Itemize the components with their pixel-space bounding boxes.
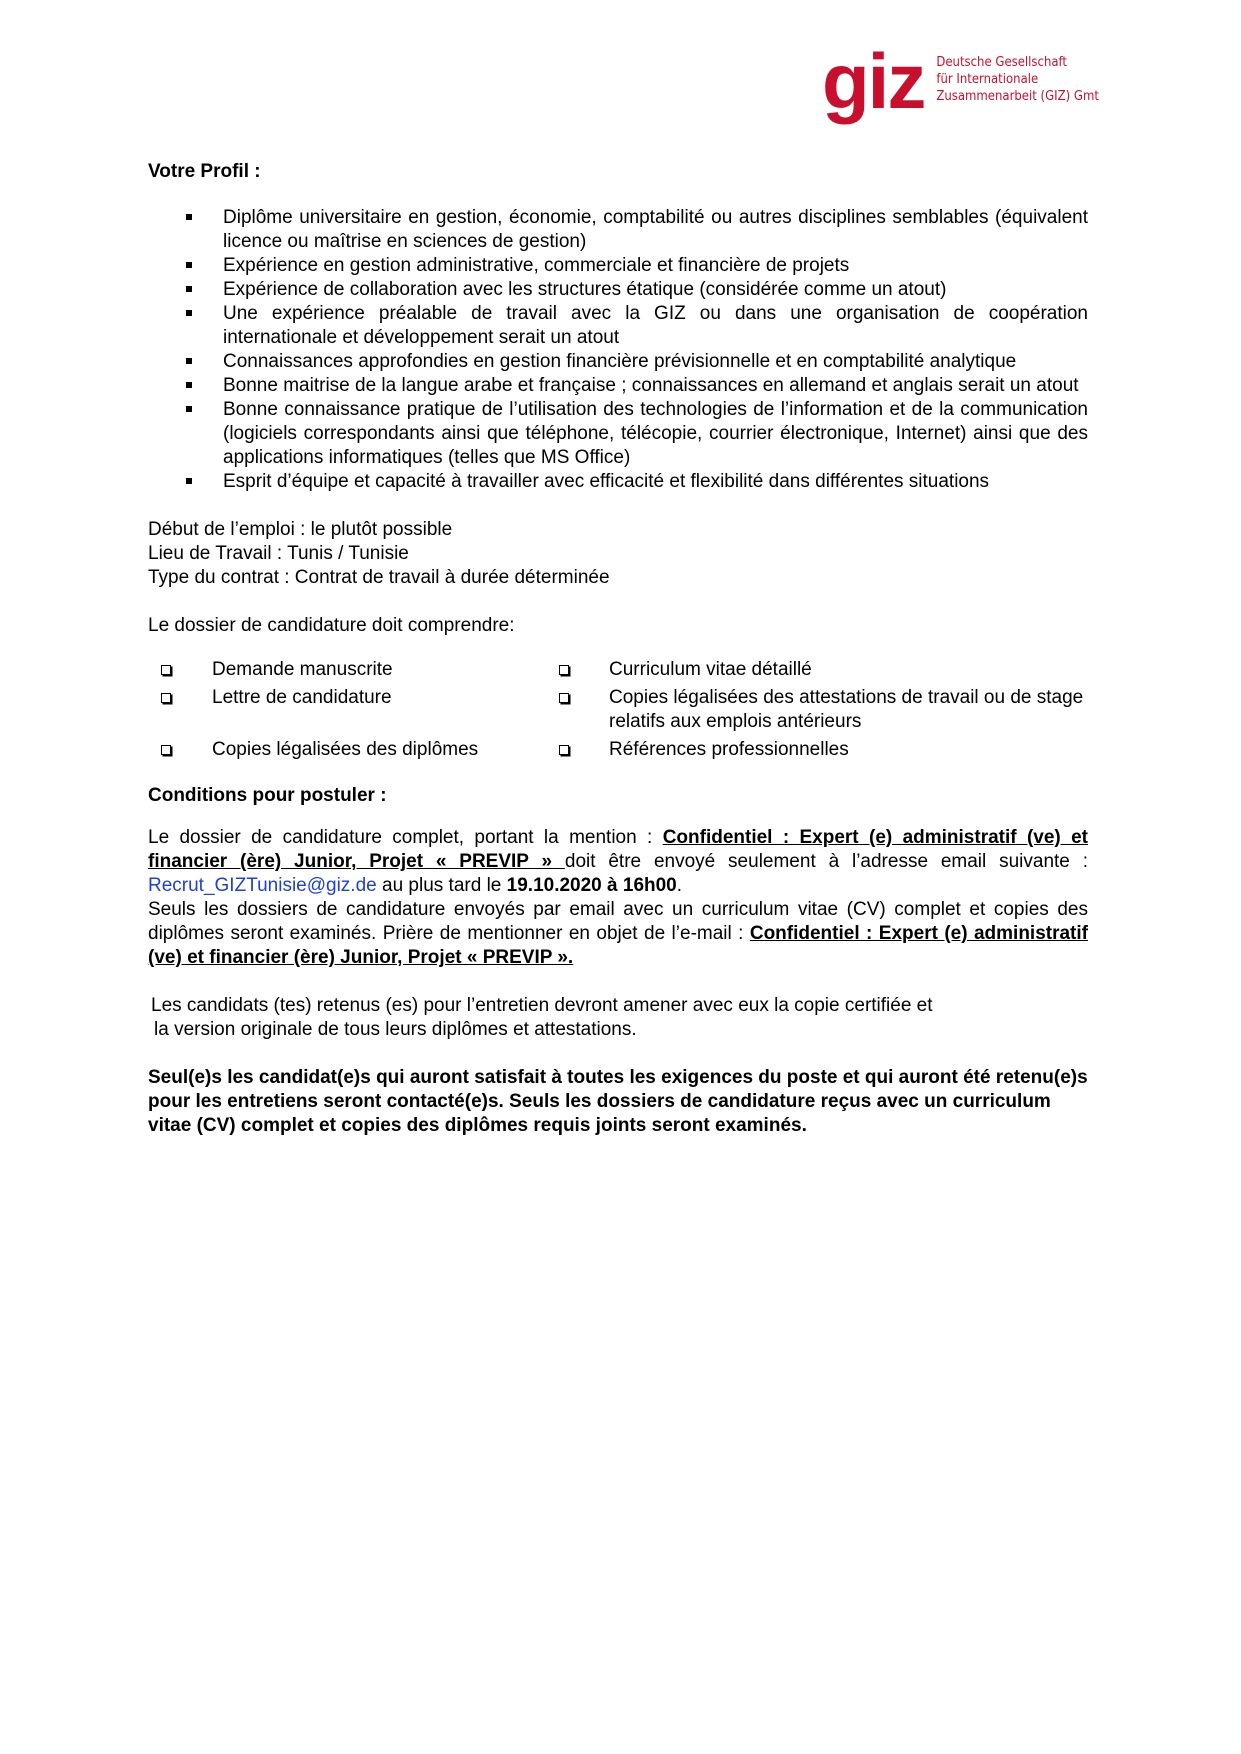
- bullet-square-icon: [186, 286, 192, 292]
- bullet-square-icon: [186, 214, 192, 220]
- checkbox-icon: [559, 745, 569, 755]
- checkbox-icon: [161, 665, 171, 675]
- checklist-item: Copies légalisées des attestations de travail ou de stage relatifs aux emplois antérieurs: [553, 686, 1088, 734]
- profile-item: Diplôme universitaire en gestion, économie, comptabilité ou autres disciplines semblables (équivalent licence ou maîtrise en sciences de gestion): [148, 206, 1088, 254]
- application-instructions: Le dossier de candidature complet, portant la mention : Confidentiel : Expert (e) administratif (ve) et financier (ère) Junior, Projet « PREVIP » doit être envoyé seulement à l’adresse email suivante : Recrut_GIZTunisie@giz.de au plus tard le 19.10.2020 à 16h00. Seuls les dossiers de candidature envoyés par email avec un curriculum vitae (CV) complet et copies des diplômes seront examinés. Prière de mentionner en objet de l’e-mail : Confidentiel : Expert (e) administratif (ve) et financier (ère) Junior, Projet « PREVIP ».: [148, 827, 1089, 968]
- logo-line-1: Deutsche Gesellschaft: [936, 55, 1068, 70]
- bullet-square-icon: [186, 262, 192, 268]
- giz-logo-text: [936, 54, 1099, 105]
- bullet-square-icon: [186, 310, 192, 316]
- document-body: [148, 160, 1088, 1138]
- profile-item: Expérience en gestion administrative, commerciale et financière de projets: [148, 254, 1088, 278]
- logo-line-2: für Internationale: [936, 72, 1039, 87]
- email-link[interactable]: Recrut_GIZTunisie@giz.de: [148, 875, 377, 896]
- giz-logo: [822, 37, 1099, 125]
- checklist-item: Copies légalisées des diplômes: [148, 738, 553, 762]
- checklist-item: Références professionnelles: [553, 738, 1088, 762]
- bullet-square-icon: [186, 478, 192, 484]
- profile-list: [148, 206, 1088, 494]
- checkbox-icon: [161, 693, 171, 703]
- conditions-heading: Conditions pour postuler :: [148, 785, 387, 806]
- giz-logo-mark: giz: [822, 37, 925, 125]
- email-subject-mention: Confidentiel : Expert (e) administratif (ve) et financier (ère) Junior, Projet « PREVIP ».: [148, 923, 1088, 968]
- candidates-note: Les candidats (tes) retenus (es) pour l’entretien devront amener avec eux la copie certifiée et la version originale de tous leurs diplômes et attestations.: [151, 995, 933, 1040]
- profile-item: Bonne connaissance pratique de l’utilisation des technologies de l’information et de la communication (logiciels correspondants ainsi que téléphone, télécopie, courrier électronique, Internet) ainsi que des applications informatiques (telles que MS Office): [148, 398, 1088, 470]
- checkbox-icon: [559, 693, 569, 703]
- profile-item: Connaissances approfondies en gestion financière prévisionnelle et en comptabilité analytique: [148, 350, 1088, 374]
- profile-item: Esprit d’équipe et capacité à travailler avec efficacité et flexibilité dans différentes situations: [148, 470, 1088, 494]
- job-start: Début de l’emploi : le plutôt possible: [148, 519, 453, 540]
- dossier-intro: Le dossier de candidature doit comprendre:: [148, 615, 515, 636]
- checklist-item: Curriculum vitae détaillé: [553, 658, 1088, 682]
- profile-heading: Votre Profil :: [148, 161, 261, 182]
- checklist-item: Lettre de candidature: [148, 686, 553, 734]
- profile-item: Expérience de collaboration avec les structures étatique (considérée comme un atout): [148, 278, 1088, 302]
- checkbox-icon: [559, 665, 569, 675]
- logo-line-3: Zusammenarbeit (GIZ) Gmt: [936, 89, 1099, 104]
- final-notice: Seul(e)s les candidat(e)s qui auront satisfait à toutes les exigences du poste et qui auront été retenu(e)s pour les entretiens seront contacté(e)s. Seuls les dossiers de candidature reçus avec un curriculum vitae (CV) complet et copies des diplômes requis joints seront examinés.: [148, 1067, 1088, 1136]
- job-location: Lieu de Travail : Tunis / Tunisie: [148, 543, 409, 564]
- bullet-square-icon: [186, 406, 192, 412]
- job-info: [148, 518, 1088, 590]
- checkbox-icon: [161, 745, 171, 755]
- bullet-square-icon: [186, 358, 192, 364]
- deadline: 19.10.2020 à 16h00: [506, 875, 677, 896]
- profile-item: Une expérience préalable de travail avec la GIZ ou dans une organisation de coopération internationale et développement serait un atout: [148, 302, 1088, 350]
- dossier-checklist: [148, 658, 1088, 762]
- checklist-item: Demande manuscrite: [148, 658, 553, 682]
- profile-item: Bonne maitrise de la langue arabe et française ; connaissances en allemand et anglais serait un atout: [148, 374, 1088, 398]
- job-contract: Type du contrat : Contrat de travail à durée déterminée: [148, 567, 610, 588]
- bullet-square-icon: [186, 382, 192, 388]
- mention-subject: Confidentiel : Expert (e) administratif (ve) et financier (ère) Junior, Projet « PREVIP »: [148, 827, 1089, 872]
